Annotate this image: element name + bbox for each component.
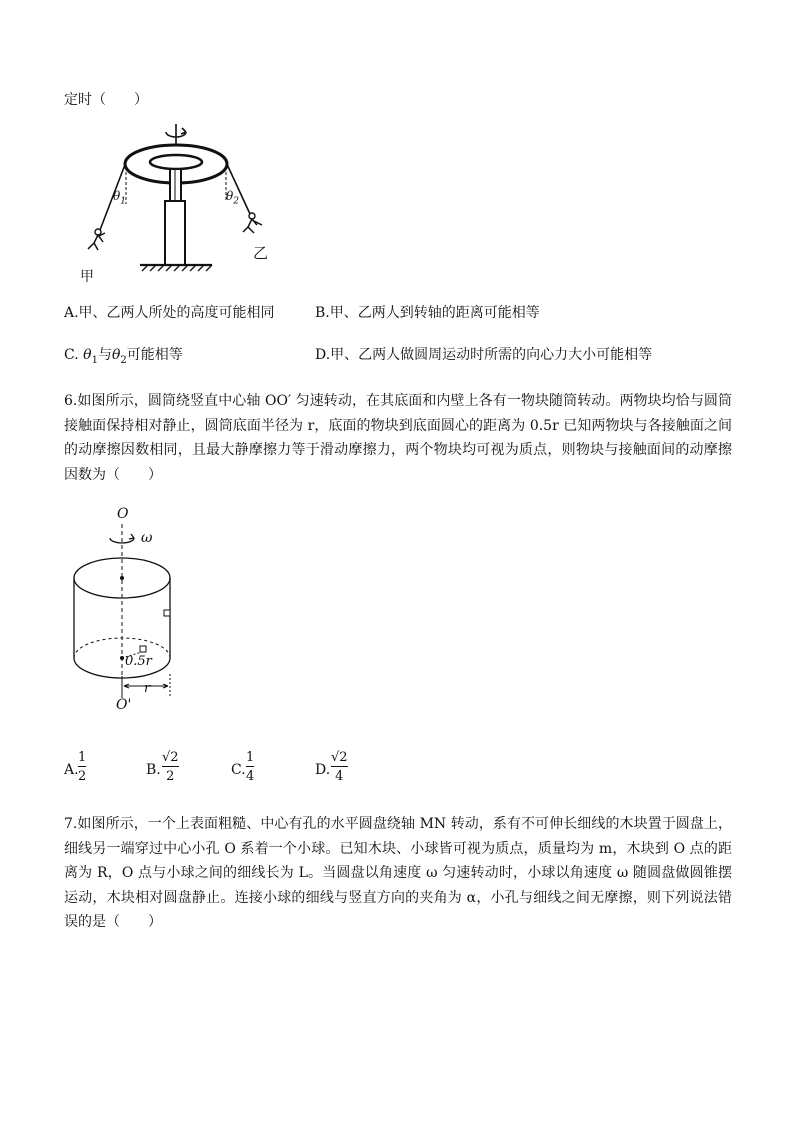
q5-label-yi: 乙 bbox=[253, 244, 269, 262]
q5-theta2-label: $\theta_2$ bbox=[226, 189, 239, 207]
q6-label-r: r bbox=[144, 681, 151, 696]
q6-option-a-label: A. bbox=[64, 762, 79, 778]
q6-option-d-label: D. bbox=[315, 762, 331, 778]
q6-option-b-label: B. bbox=[146, 762, 161, 778]
q5-stem-tail: 定时（ ） bbox=[64, 92, 148, 108]
q5-figure bbox=[80, 122, 280, 282]
q6-option-c-label: C. bbox=[231, 762, 246, 778]
q6-option-c-fraction: 1 4 bbox=[246, 750, 255, 784]
q5-option-b: B.甲、乙两人到转轴的距离可能相等 bbox=[315, 305, 540, 321]
q6-label-o-top: O bbox=[117, 506, 129, 522]
q6-option-b-fraction: √2 2 bbox=[162, 750, 179, 784]
q6-stem: 6.如图所示，圆筒绕竖直中心轴 OO′ 匀速转动，在其底面和内壁上各有一物块随筒转动。两物块均恰与圆筒接触面保持相对静止，圆筒底面半径为 r，底面的物块到底面圆心的距离为 0.5r 已知两物块与各接触面之间的动摩擦因数相同，且最大静摩擦力等于滑动摩擦力，两个物块均可视为质点，则物块与接触面间的动摩擦因数为（ ） bbox=[64, 393, 732, 483]
q5-theta1-label: $\theta_1$ bbox=[113, 189, 126, 207]
q6-option-d-fraction: √2 4 bbox=[331, 750, 348, 784]
q6-option-a-fraction: 1 2 bbox=[78, 750, 87, 784]
q6-figure bbox=[66, 506, 206, 711]
q6-label-half-r: 0.5r bbox=[125, 654, 152, 669]
q5-option-a: A.甲、乙两人所处的高度可能相同 bbox=[64, 305, 275, 321]
q6-label-omega: ω bbox=[141, 530, 153, 546]
q5-label-jia: 甲 bbox=[80, 269, 94, 285]
q5-option-d: D.甲、乙两人做圆周运动时所需的向心力大小可能相等 bbox=[315, 347, 653, 363]
q5-option-c: C. $\theta_1$与$\theta_2$可能相等 bbox=[64, 347, 183, 366]
q6-label-o-bottom: O' bbox=[116, 697, 132, 713]
q7-stem: 7.如图所示，一个上表面粗糙、中心有孔的水平圆盘绕轴 MN 转动，系有不可伸长细线的木块置于圆盘上，细线另一端穿过中心小孔 O 系着一个小球。已知木块、小球皆可视为质点，质量均为 m，木块到 O 点的距离为 R，O 点与小球之间的细线长为 L。当圆盘以角速度 ω 匀速转动时，小球以角速度 ω 随圆盘做圆锥摆运动，木块相对圆盘静止。连接小球的细线与竖直方向的夹角为 α，小孔与细线之间无摩擦，则下列说法错误的是（ ） bbox=[64, 816, 732, 930]
